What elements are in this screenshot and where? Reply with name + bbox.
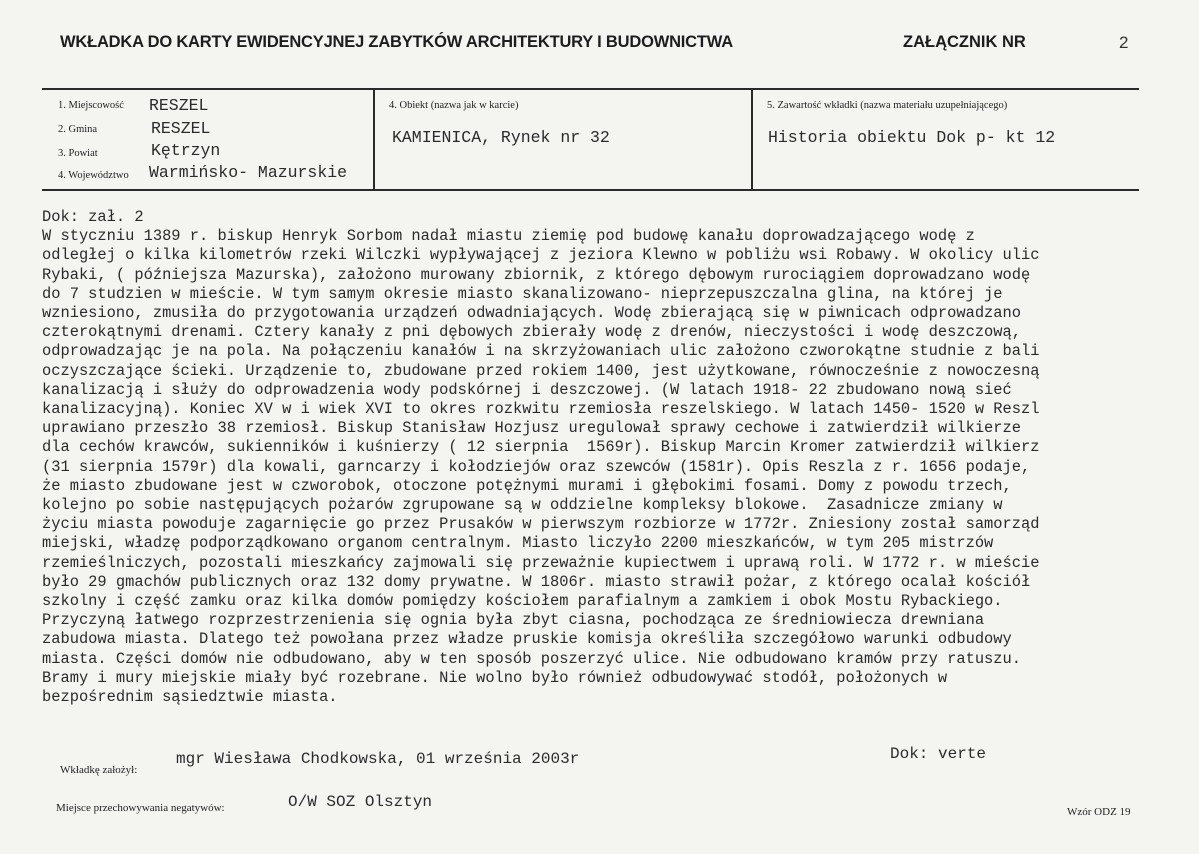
text-line: rzemieślniczych, pozostali mieszkańcy zajmowali się przeważnie kupiectwem i uprawą roli. W 1772 r. w mieście: [42, 553, 1040, 572]
text-line: wzniesiono, zmusiła do przygotowania urządzeń odwadniających. Wodę zbierającą się w piwnicach odprowadzano: [42, 304, 1022, 323]
box-divider-2: [751, 89, 753, 190]
text-line: kolejno po sobie następujących pożarów zgrupowane są w oddzielne kompleksy blokowe. Zasadnicze zmiany w: [42, 496, 1003, 515]
negatywy-value: O/W SOZ Olsztyn: [288, 793, 433, 811]
text-line: odległej o kilka kilometrów rzeki Wilczki wypływającej z jeziora Klewno w pobliżu wsi Robawy. W okolicy ulic: [42, 246, 1040, 265]
text-line: odprowadzając je na pola. Na połączeniu kanałów i na skrzyżowaniach ulic założono czworokątne studnie z bali: [42, 342, 1040, 361]
miejscowosc-value: RESZEL: [149, 96, 209, 115]
miejscowosc-label: 1. Miejscowość: [58, 100, 124, 111]
text-line: zabudowa miasta. Dlatego też powołana przez władze pruskie komisja określiła szczegółowo warunki odbudowy: [42, 630, 1012, 649]
powiat-label: 3. Powiat: [58, 148, 98, 159]
box-top-border: [42, 88, 1139, 90]
text-line: kanalizacją i służy do odprowadzenia wody podskórnej i deszczowej. (W latach 1918- 22 zbudowano nową sieć: [42, 380, 1012, 399]
gmina-label: 2. Gmina: [58, 124, 98, 135]
zawartosc-label: 5. Zawartość wkładki (nazwa materiału uzupełniającego): [767, 100, 1008, 111]
form-code: Wzór ODZ 19: [1067, 806, 1131, 818]
negatywy-label: Miejsce przechowywania negatywów:: [56, 802, 225, 814]
zalacznik-label: ZAŁĄCZNIK NR: [903, 33, 1026, 51]
text-line: czterokątnymi drenami. Cztery kanały z pni dębowych zbierały wodę z drenów, nieczystości i wodę deszczową,: [42, 323, 1022, 342]
text-line: Przyczyną łatwego rozprzestrzenienia się ognia była zbyt ciasna, pochodząca ze średniowiecza drewniana: [42, 611, 985, 630]
text-line: życiu miasta powoduje zagarnięcie go przez Prusaków w pierwszym rozbiorze w 1772r. Zniesiony został samorząd: [42, 515, 1040, 534]
box-divider-1: [373, 89, 375, 190]
text-line: uprawiano przeszło 38 rzemiosł. Biskup Stanisław Hozjusz uregulował sprawy cechowe i zatwierdził wilkierze: [42, 419, 1022, 438]
text-line: bezpośrednim sąsiedztwie miasta.: [42, 688, 338, 707]
text-line: szkolny i część zamku oraz kilka domów pomiędzy kościołem parafialnym a zamkiem i obok Mostu Rybackiego.: [42, 592, 1003, 611]
text-line: kanalizacyjną). Koniec XV w i wiek XVI to okres rozkwitu rzemiosła reszelskiego. W latach 1450- 1520 w Reszl: [42, 400, 1040, 419]
text-line: do 7 studzien w mieście. W tym samym okresie miasto skanalizowano- nieprzepuszczalna glina, na której je: [42, 284, 1003, 303]
obiekt-value: KAMIENICA, Rynek nr 32: [392, 128, 610, 147]
text-line: było 29 gmachów publicznych oraz 132 domy prywatne. W 1806r. miasto strawił pożar, z którego ocalał kościół: [42, 572, 1031, 591]
zawartosc-value: Historia obiektu Dok p- kt 12: [768, 128, 1056, 147]
obiekt-label: 4. Obiekt (nazwa jak w karcie): [389, 100, 519, 111]
zalacznik-number: 2: [1119, 33, 1129, 52]
zalozyl-value: mgr Wiesława Chodkowska, 01 września 2003r: [176, 750, 580, 768]
text-line: Rybaki, ( późniejsza Mazurska), założono murowany zbiornik, z którego dębowym rurociągiem doprowadzano wodę: [42, 265, 1031, 284]
text-line: oczyszczające ścieki. Urządzenie to, zbudowane przed rokiem 1400, jest użytkowane, równocześnie z nowoczesną: [42, 361, 1040, 380]
powiat-value: Kętrzyn: [151, 141, 221, 160]
box-bottom-border: [42, 189, 1139, 191]
text-line: że miasto zbudowane jest w czworobok, otoczone potężnymi murami i głębokimi fosami. Domy z powodu trzech,: [42, 476, 1012, 495]
gmina-value: RESZEL: [151, 119, 211, 138]
text-line: miejski, władzę podporządkowano organom centralnym. Miasto liczyło 2200 mieszkańców, w tym 205 mistrzów: [42, 534, 994, 553]
text-line: W styczniu 1389 r. biskup Henryk Sorbom nadał miastu ziemię pod budowę kanału doprowadzającego wodę z: [42, 227, 975, 246]
wojewodztwo-label: 4. Województwo: [58, 170, 129, 181]
zalozyl-label: Wkładkę założył:: [60, 764, 138, 776]
text-line: Bramy i mury miejskie miały być rozebrane. Nie wolno było również odbudowywać stodół, położonych w: [42, 668, 948, 687]
document-title: WKŁADKA DO KARTY EWIDENCYJNEJ ZABYTKÓW ARCHITEKTURY I BUDOWNICTWA: [60, 33, 733, 51]
history-text: [42, 208, 1199, 707]
text-line: miasta. Części domów nie odbudowano, aby w ten sposób poszerzyć ulice. Nie odbudowano kramów przy ratuszu.: [42, 649, 1022, 668]
text-line: Dok: zał. 2: [42, 208, 144, 226]
text-line: (31 sierpnia 1579r) dla kowali, garncarzy i kołodziejów oraz szewców (1581r). Opis Reszla z r. 1656 podaje,: [42, 457, 1031, 476]
text-line: dla cechów krawców, sukienników i kuśnierzy ( 12 sierpnia 1569r). Biskup Marcin Kromer zatwierdził wilkierz: [42, 438, 1040, 457]
verte-note: Dok: verte: [890, 745, 987, 763]
wojewodztwo-value: Warmińsko- Mazurskie: [149, 163, 348, 182]
